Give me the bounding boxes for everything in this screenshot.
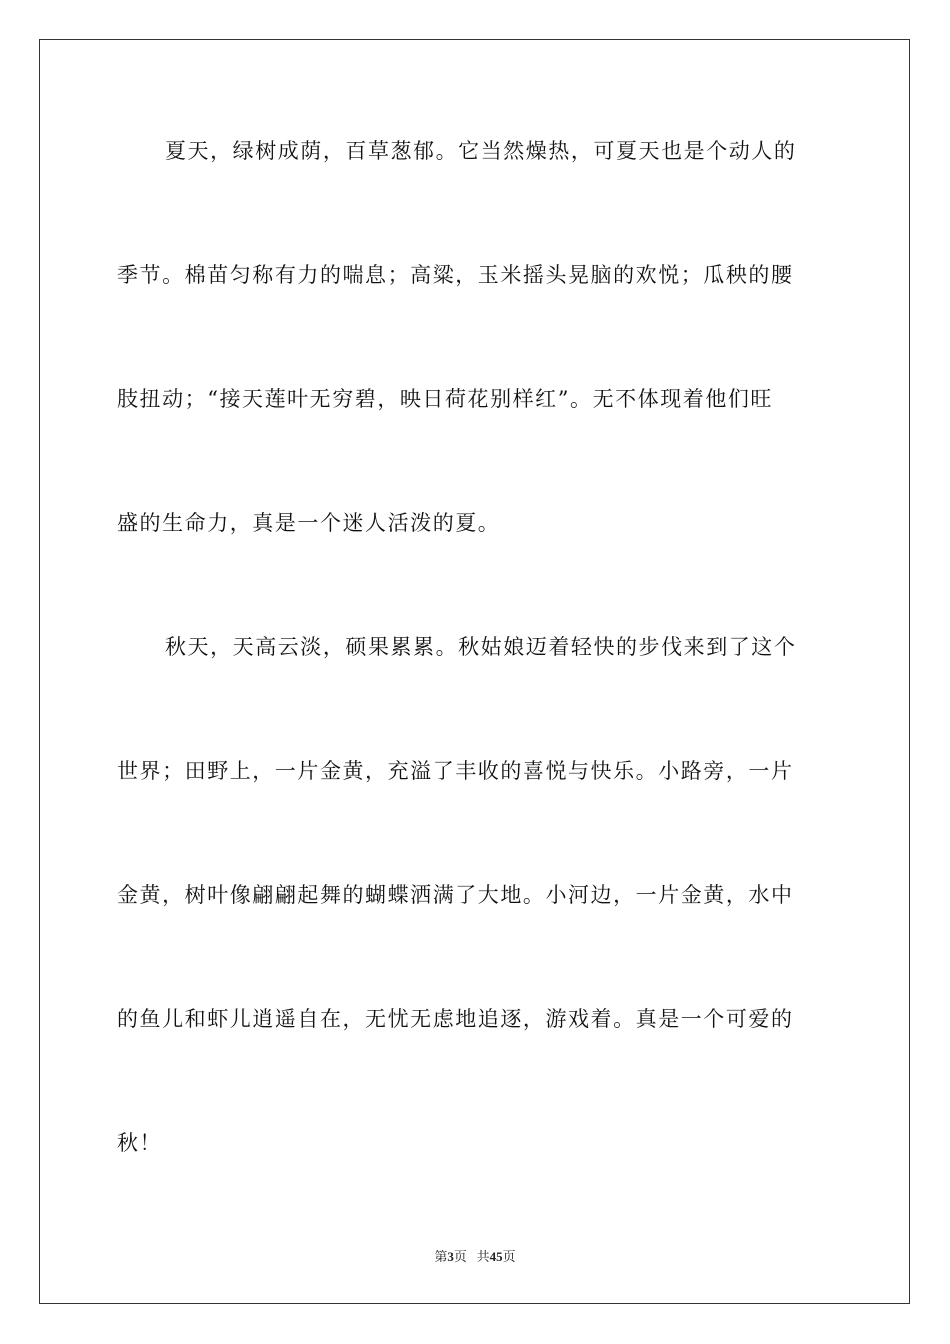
paragraph-2-line-2: 世界；田野上，一片金黄，充溢了丰收的喜悦与快乐。小路旁，一片 [117, 759, 794, 783]
paragraph-1-line-2: 季节。棉苗匀称有力的喘息；高粱，玉米摇头晃脑的欢悦；瓜秧的腰 [117, 263, 794, 287]
footer-page-suffix: 页 [453, 1249, 467, 1264]
footer-total-suffix: 页 [502, 1249, 516, 1264]
footer-page-number: 3 [447, 1249, 454, 1264]
paragraph-2-line-3: 金黄，树叶像翩翩起舞的蝴蝶洒满了大地。小河边，一片金黄，水中 [117, 883, 794, 907]
page-footer [0, 1246, 950, 1265]
footer-page-prefix: 第 [434, 1249, 448, 1264]
paragraph-2-line-5: 秋！ [117, 1131, 163, 1155]
paragraph-1-line-4: 盛的生命力，真是一个迷人活泼的夏。 [117, 511, 501, 535]
footer-total-prefix: 共 [476, 1249, 490, 1264]
paragraph-2-line-4: 的鱼儿和虾儿逍遥自在，无忧无虑地追逐，游戏着。真是一个可爱的 [117, 1007, 794, 1031]
paragraph-1-line-3: 肢扭动；“接天莲叶无穷碧，映日荷花别样红”。无不体现着他们旺 [117, 387, 773, 411]
footer-total-pages: 45 [489, 1249, 503, 1264]
paragraph-2-line-1: 秋天，天高云淡，硕果累累。秋姑娘迈着轻快的步伐来到了这个 [165, 635, 797, 659]
paragraph-1-line-1: 夏天，绿树成荫，百草葱郁。它当然燥热，可夏天也是个动人的 [165, 139, 797, 163]
page-border [39, 39, 910, 1304]
